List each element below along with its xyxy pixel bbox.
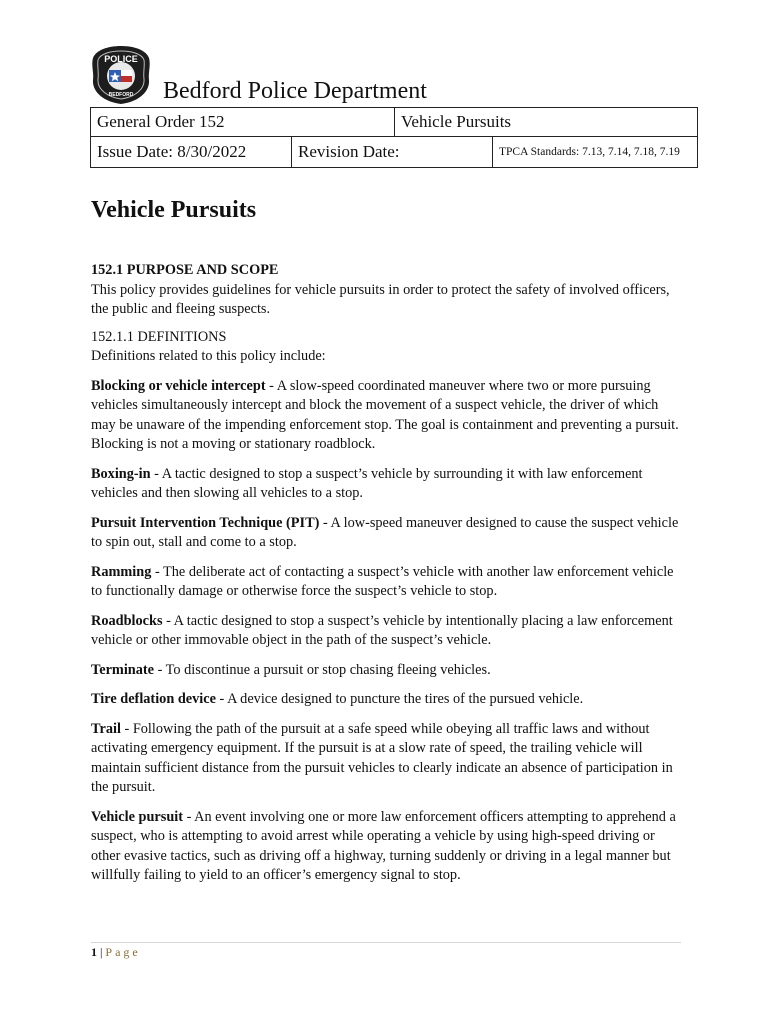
revision-date: Revision Date: xyxy=(292,137,493,168)
definition-term: Blocking or vehicle intercept xyxy=(91,377,266,394)
definition-text: - A tactic designed to stop a suspect’s vehicle by intentionally placing a law enforcement vehicle or other immovable object in the path of the suspect’s vehicle. xyxy=(91,612,673,648)
definition-item xyxy=(91,661,681,681)
definition-item xyxy=(91,690,681,710)
footer-divider xyxy=(91,942,681,943)
definition-text: - The deliberate act of contacting a suspect’s vehicle with another law enforcement vehicle to functionally damage or otherwise force the suspect’s vehicle to stop. xyxy=(91,563,674,599)
section-heading: 152.1 PURPOSE AND SCOPE xyxy=(91,262,279,278)
definition-text: - An event involving one or more law enforcement officers attempting to apprehend a suspect, who is attempting to avoid arrest while operating a vehicle by using high-speed driving or other evasive tactics, such as driving off a highway, turning suddenly or driving in a legal manner but willfully failing to yield to an officer’s emergency signal to stop. xyxy=(91,808,676,883)
section-intro: Definitions related to this policy include: xyxy=(91,348,326,364)
purpose-section xyxy=(91,261,681,320)
section-text: This policy provides guidelines for vehicle pursuits in order to protect the safety of involved officers, the public and fleeing suspects. xyxy=(91,281,670,317)
definition-text: - To discontinue a pursuit or stop chasing fleeing vehicles. xyxy=(154,661,491,678)
definition-term: Trail xyxy=(91,720,121,737)
policy-content xyxy=(91,261,681,896)
page-label: Page xyxy=(105,945,141,959)
definitions-section xyxy=(91,328,681,367)
department-name: Bedford Police Department xyxy=(163,78,427,104)
page-footer xyxy=(91,945,141,960)
definition-text: - A low-speed maneuver designed to cause the suspect vehicle to spin out, stall and come to a stop. xyxy=(91,514,679,550)
definition-term: Vehicle pursuit xyxy=(91,808,184,825)
definition-item xyxy=(91,465,681,504)
definition-item xyxy=(91,563,681,602)
order-header-table xyxy=(90,107,698,168)
definition-term: Tire deflation device xyxy=(91,691,216,707)
footer-separator: | xyxy=(97,945,106,959)
page-number: 1 xyxy=(91,945,97,959)
definition-term: Ramming xyxy=(91,563,152,580)
definition-term: Roadblocks xyxy=(91,612,163,629)
definition-text: - A tactic designed to stop a suspect’s vehicle by surrounding it with law enforcement vehicles and then slowing all vehicles to a stop. xyxy=(91,465,643,501)
order-subject: Vehicle Pursuits xyxy=(395,108,698,137)
definition-term: Pursuit Intervention Technique (PIT) xyxy=(91,514,320,531)
definition-item xyxy=(91,377,681,455)
police-badge-logo xyxy=(90,44,152,106)
badge-top-text: POLICE xyxy=(104,54,138,64)
tpca-standards: TPCA Standards: 7.13, 7.14, 7.18, 7.19 xyxy=(493,137,698,168)
badge-bottom-text: BEDFORD xyxy=(108,92,134,98)
definition-item xyxy=(91,514,681,553)
definition-item xyxy=(91,612,681,651)
definition-text: - A device designed to puncture the tires of the pursued vehicle. xyxy=(215,691,584,707)
definition-text: - Following the path of the pursuit at a safe speed while obeying all traffic laws and without activating emergency equipment. If the pursuit is at a slow rate of speed, the trailing vehicle will maintain sufficient distance from the pursuit vehicles to clearly indicate an absence of participation in the pursuit. xyxy=(91,720,673,795)
document-title: Vehicle Pursuits xyxy=(91,197,257,223)
definition-item xyxy=(91,808,681,886)
definition-item xyxy=(91,720,681,798)
definition-term: Boxing-in xyxy=(91,465,151,482)
definition-text: - A slow-speed coordinated maneuver where two or more pursuing vehicles simultaneously intercept and block the movement of a suspect vehicle, the driver of which may be unaware of the impending enforcement stop. The goal is containment and preventing a pursuit. Blocking is not a moving or stationary roadblock. xyxy=(91,377,679,452)
section-heading: 152.1.1 DEFINITIONS xyxy=(91,328,227,345)
general-order-number: General Order 152 xyxy=(91,108,395,137)
definition-term: Terminate xyxy=(91,661,155,678)
issue-date: Issue Date: 8/30/2022 xyxy=(91,137,292,168)
